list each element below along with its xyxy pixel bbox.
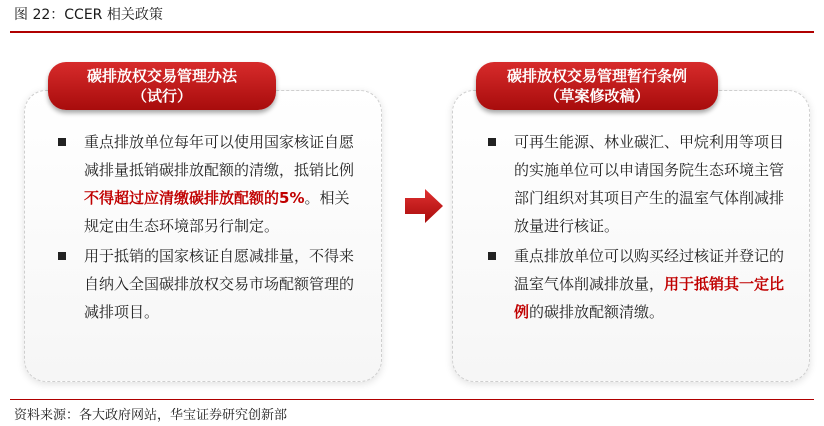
bullet-highlight: 用于抵销其一定比例 (514, 275, 785, 321)
left-bullet-list (56, 128, 356, 328)
right-arrow-icon (405, 189, 443, 223)
square-bullet-icon (488, 138, 496, 146)
bullet-text: 重点排放单位每年可以使用国家核证自愿减排量抵销碳排放配额的清缴，抵销比例 (84, 133, 355, 179)
square-bullet-icon (58, 138, 66, 146)
list-item (56, 242, 356, 326)
list-item (486, 128, 788, 240)
top-divider (10, 31, 814, 33)
right-card-subtitle: （草案修改稿） (544, 87, 650, 105)
right-card-title-badge (476, 62, 718, 110)
bullet-text: 可再生能源、林业碳汇、甲烷利用等项目的实施单位可以申请国务院生态环境主管部门组织对其项目产生的温室气体削减排放量进行核证。 (514, 133, 785, 235)
right-bullet-list (486, 128, 788, 328)
list-item (486, 242, 788, 326)
square-bullet-icon (58, 252, 66, 260)
list-item (56, 128, 356, 240)
left-card-title-badge (48, 62, 276, 110)
square-bullet-icon (488, 252, 496, 260)
bullet-highlight: 不得超过应清缴碳排放配额的5% (84, 189, 305, 207)
bullet-text: 重点排放单位可以购买经过核证并登记的温室气体削减排放量， (514, 247, 785, 293)
figure-title: 图 22：CCER 相关政策 (14, 7, 163, 23)
left-card-subtitle: （试行） (131, 87, 192, 105)
left-card-title: 碳排放权交易管理办法 (86, 67, 237, 85)
bullet-text: 的碳排放配额清缴。 (529, 303, 665, 321)
bullet-text: 。相关规定由生态环境部另行制定。 (84, 189, 350, 235)
bottom-divider (10, 399, 814, 400)
bullet-text: 用于抵销的国家核证自愿减排量，不得来自纳入全国碳排放权交易市场配额管理的减排项目。 (84, 247, 355, 321)
source-note: 资料来源：各大政府网站，华宝证券研究创新部 (14, 408, 288, 423)
right-card-title: 碳排放权交易管理暂行条例 (506, 67, 687, 85)
